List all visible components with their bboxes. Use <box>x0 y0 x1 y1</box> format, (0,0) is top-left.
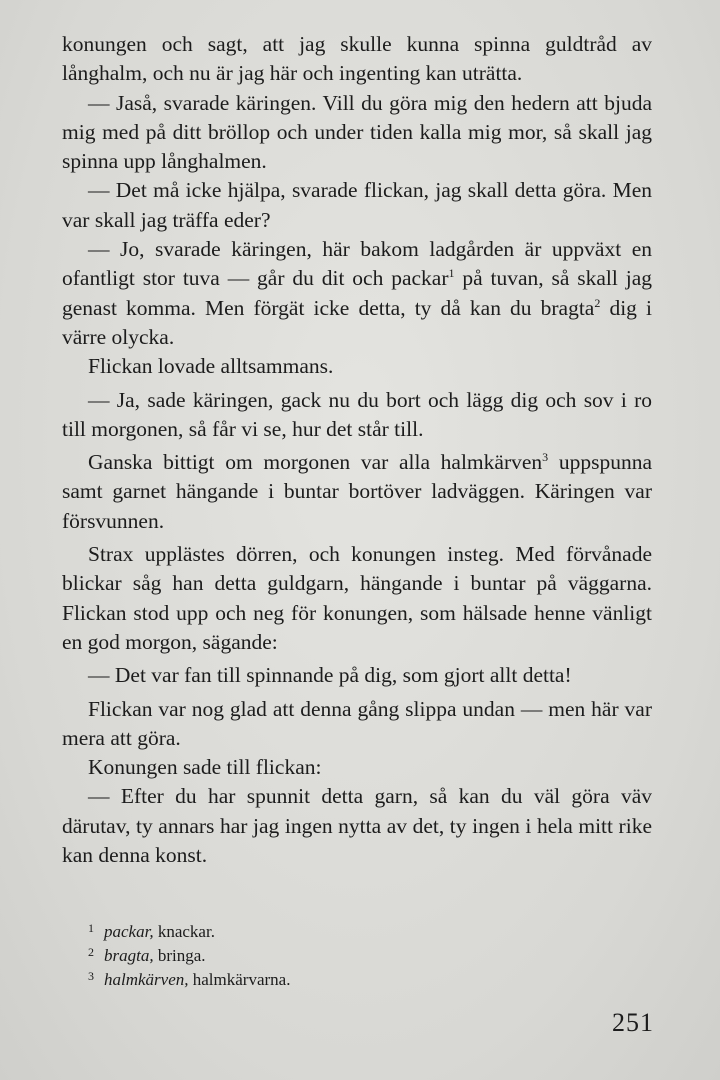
paragraph-6: — Ja, sade käringen, gack nu du bort och lägg dig och sov i ro till morgonen, så får vi se, hur det står till. <box>62 387 652 441</box>
paragraph-10: Flickan var nog glad att denna gång slippa undan — men här var mera att göra. <box>62 696 652 750</box>
footnote-1: 1 packar, knackar. <box>88 921 215 941</box>
footnote-3: 3 halmkärven, halmkärvarna. <box>88 969 291 989</box>
footnote-2: 2 bragta, bringa. <box>88 945 206 965</box>
footnotes <box>88 918 290 990</box>
paragraph-11: Konungen sade till flickan: <box>88 755 322 780</box>
paragraph-9: — Det var fan till spinnande på dig, som gjort allt detta! <box>88 663 572 688</box>
paragraph-4-part-a: — Jo, svarade käringen, här bakom ladgården är uppväxt en ofantligt stor tuva — går du dit och packar <box>62 237 652 291</box>
paragraph-7-part-b: uppspunna samt garnet hängande i buntar bortöver ladväggen. Käringen var försvunnen. <box>62 450 652 533</box>
footnote-ref-2: 2 <box>594 295 601 310</box>
page-number: 251 <box>612 1008 654 1037</box>
paragraph-3: — Det må icke hjälpa, svarade flickan, jag skall detta göra. Men var skall jag träffa eder? <box>62 178 652 232</box>
body-text <box>62 30 652 870</box>
paragraph-4 <box>62 235 652 352</box>
paragraph-4-part-c: dig i värre olycka. <box>62 295 652 349</box>
paragraph-7 <box>62 448 652 536</box>
paragraph-12: — Efter du har spunnit detta garn, så kan du väl göra väv därutav, ty annars har jag ingen nytta av det, ty ingen i hela mitt rike kan denna konst. <box>62 784 652 868</box>
paragraph-1: konungen och sagt, att jag skulle kunna spinna guldtråd av långhalm, och nu är jag här och ingenting kan uträtta. <box>62 32 652 86</box>
paragraph-5: Flickan lovade alltsammans. <box>88 354 334 379</box>
footnote-ref-3: 3 <box>542 450 549 465</box>
paragraph-8: Strax upplästes dörren, och konungen insteg. Med förvånade blickar såg han detta guldgarn, hängande i buntar på väggarna. Flickan stod upp och neg för konungen, som hälsade henne vänligt en god morgon, sägande: <box>62 542 652 654</box>
footnote-ref-1: 1 <box>448 266 455 281</box>
paragraph-2: — Jaså, svarade käringen. Vill du göra mig den hedern att bjuda mig med på ditt bröllop och under tiden kalla mig mor, så skall jag spinna upp långhalmen. <box>62 90 652 174</box>
paragraph-7-part-a: Ganska bittigt om morgonen var alla halmkärven <box>88 450 543 475</box>
paragraph-4-part-b: på tuvan, så skall jag genast komma. Men förgät icke detta, ty då kan du bragta <box>62 266 653 320</box>
